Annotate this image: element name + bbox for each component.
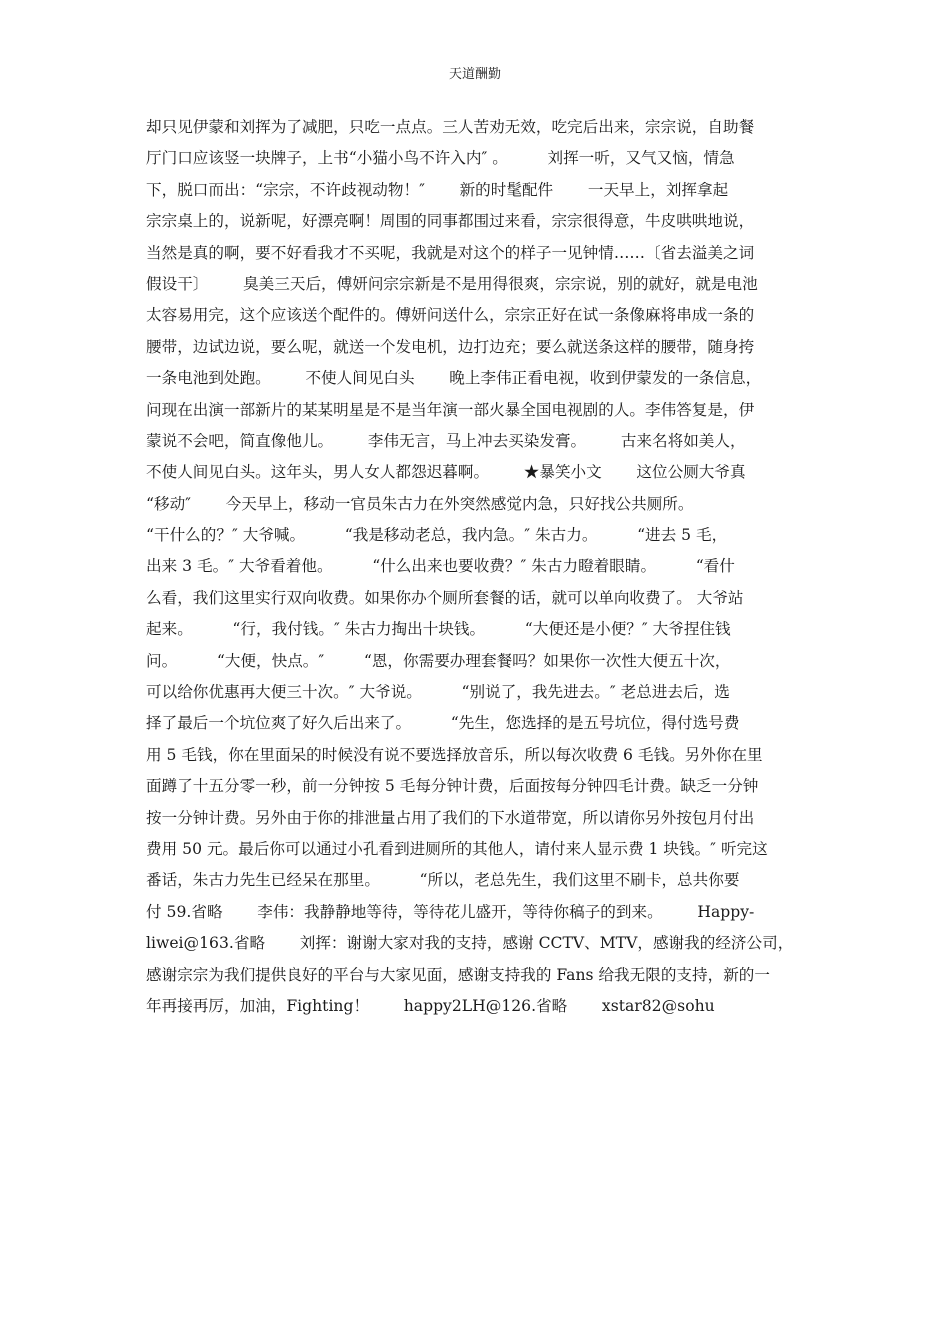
text-line: 太容易用完，这个应该送个配件的。傅妍问送什么，宗宗正好在试一条像麻将串成一条的	[146, 306, 755, 325]
text-line: 番话，朱古力先生已经呆在那里。 “所以，老总先生，我们这里不刷卡，总共你要	[146, 871, 740, 890]
text-line: “干什么的？″ 大爷喊。 “我是移动老总，我内急。″ 朱古力。 “进去 5 毛，	[146, 526, 728, 545]
text-line: 起来。 “行，我付钱。″ 朱古力掏出十块钱。 “大便还是小便？″ 大爷捏住钱	[146, 620, 731, 639]
page-header: 天道酬勤	[448, 67, 501, 82]
text-line: 却只见伊蒙和刘挥为了减肥，只吃一点点。三人苦劝无效，吃完后出来，宗宗说，自助餐	[146, 118, 755, 136]
text-line: 可以给你优惠再大便三十次。″ 大爷说。 “别说了，我先进去。″ 老总进去后，选	[146, 683, 730, 702]
text-line: 当然是真的啊，要不好看我才不买呢，我就是对这个的样子一见钟情……〔省去溢美之词	[146, 243, 755, 262]
text-line: 腰带，边试边说，要么呢，就送一个发电机，边打边充；要么就送条这样的腰带，随身挎	[146, 337, 755, 356]
text-line: 问现在出演一部新片的某某明星是不是当年演一部火暴全国电视剧的人。李伟答复是，伊	[146, 400, 755, 419]
text-line: 费用 50 元。最后你可以通过小孔看到进厕所的其他人，请付来人显示费 1 块钱。″ 听完这	[146, 839, 768, 858]
text-line: 面蹲了十五分零一秒，前一分钟按 5 毛每分钟计费，后面按每分钟四毛计费。缺乏一分钟	[146, 777, 759, 796]
text-line: 厅门口应该竖一块牌子，上书“小猫小鸟不许入内″ 。 刘挥一听，又气又恼，情急	[146, 149, 735, 168]
text-line: 么看，我们这里实行双向收费。如果你办个厕所套餐的话，就可以单向收费了。 大爷站	[146, 588, 744, 607]
text-line: 用 5 毛钱，你在里面呆的时候没有说不要选择放音乐，所以每次收费 6 毛钱。另外你在里	[146, 745, 763, 764]
text-line: 一条电池到处跑。 不使人间见白头 晚上李伟正看电视，收到伊蒙发的一条信息，	[146, 369, 762, 388]
text-line: 年再接再厉，加油，Fighting！ happy2LH@126.省略 xstar82@sohu	[146, 996, 715, 1015]
text-line: 假设干〕 臭美三天后，傅妍问宗宗新是不是用得很爽，宗宗说，别的就好，就是电池	[146, 274, 758, 293]
text-line: “移动″ 今天早上，移动一官员朱古力在外突然感觉内急，只好找公共厕所。	[146, 494, 694, 513]
text-line: 付 59.省略 李伟：我静静地等待，等待花儿盛开，等待你稿子的到来。 Happy-	[146, 902, 755, 921]
text-line: 蒙说不会吧，简直像他儿。 李伟无言，马上冲去买染发膏。 古来名将如美人，	[146, 431, 746, 450]
text-line: 感谢宗宗为我们提供良好的平台与大家见面，感谢支持我的 Fans 给我无限的支持，新的一	[146, 965, 770, 984]
text-line: liwei@163.省略 刘挥：谢谢大家对我的支持，感谢 CCTV、MTV，感谢我的经济公司，	[146, 934, 794, 953]
text-line: 出来 3 毛。″ 大爷看着他。 “什么出来也要收费？″ 朱古力瞪着眼睛。 “看什	[146, 557, 735, 576]
text-line: 择了最后一个坑位爽了好久后出来了。 “先生，您选择的是五号坑位，得付选号费	[146, 714, 740, 733]
text-line: 问。 “大便，快点。″ “恩，你需要办理套餐吗？如果你一次性大便五十次，	[146, 651, 731, 670]
text-line: 下，脱口而出：“宗宗，不许歧视动物！″ 新的时髦配件 一天早上，刘挥拿起	[146, 180, 729, 199]
body-text	[146, 112, 810, 1022]
text-line: 宗宗桌上的，说新呢，好漂亮啊！周围的同事都围过来看，宗宗很得意，牛皮哄哄地说，	[146, 212, 755, 231]
text-line: 不使人间见白头。这年头，男人女人都怨迟暮啊。 ★暴笑小文 这位公厕大爷真	[146, 463, 746, 482]
text-line: 按一分钟计费。另外由于你的排泄量占用了我们的下水道带宽，所以请你另外按包月付出	[146, 808, 755, 827]
